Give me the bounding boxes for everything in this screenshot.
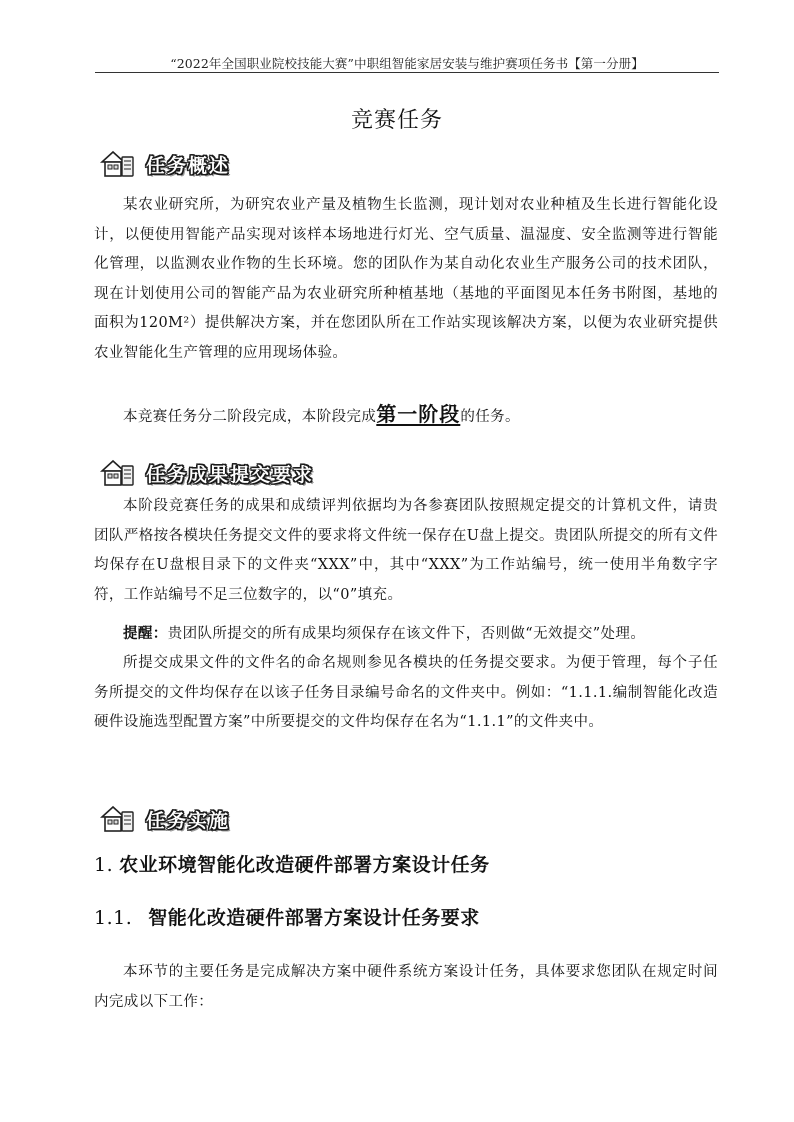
- overview-badge-label: 任务概述: [146, 154, 231, 177]
- overview-badge: [100, 148, 234, 180]
- house-icon: [100, 804, 136, 834]
- heading1-text: 农业环境智能化改造硬件部署方案设计任务: [119, 854, 490, 876]
- implementation-paragraph: 本环节的主要任务是完成解决方案中硬件系统方案设计任务，具体要求您团队在规定时间内完成以下工作：: [94, 964, 718, 1010]
- house-icon: [100, 458, 136, 488]
- overview-paragraph: 某农业研究所，为研究农业产量及植物生长监测，现计划对农业种植及生长进行智能化设计，以便使用智能产品实现对该样本场地进行灯光、空气质量、温湿度、安全监测等进行智能化管理，以监测农业作物的生长环境。您的团队作为某自动化农业生产服务公司的技术团队，现在计划使用公司的智能产品为农业研究所种植基地（基地的平面图见本任务书附图，基地的面积为120M²）提供解决方案，并在您团队所在工作站实现该解决方案，以便为农业研究提供农业智能化生产管理的应用现场体验。: [94, 197, 718, 361]
- heading2-number: 1.1.: [94, 907, 133, 929]
- heading2-text: 智能化改造硬件部署方案设计任务要求: [148, 907, 480, 929]
- reminder-label: 提醒：: [123, 625, 168, 642]
- reminder-paragraph: [94, 619, 718, 650]
- reminder-text: 贵团队所提交的所有成果均须保存在该文件下，否则做“无效提交”处理。: [167, 626, 646, 642]
- submission-badge-label: 任务成果提交要求: [146, 463, 315, 486]
- heading-level-1: [94, 850, 490, 877]
- implementation-badge: [100, 803, 234, 835]
- heading1-number: 1.: [94, 854, 114, 876]
- heading-level-2: [94, 903, 480, 930]
- house-icon: [100, 149, 136, 179]
- page-title: 竞赛任务: [350, 108, 443, 133]
- naming-rule-paragraph: 所提交成果文件的文件名的命名规则参见各模块的任务提交要求。为便于管理，每个子任务所提交的文件均保存在以该子任务目录编号命名的文件夹中。例如：“1.1.1.编制智能化改造硬件设施选型配置方案”中所要提交的文件均保存在名为“1.1.1”的文件夹中。: [94, 655, 718, 730]
- stage-highlight: 第一阶段: [376, 402, 461, 426]
- submission-badge: [100, 457, 318, 489]
- submission-paragraph: 本阶段竞赛任务的成果和成绩评判依据均为各参赛团队按照规定提交的计算机文件，请贵团队严格按各模块任务提交文件的要求将文件统一保存在U盘上提交。贵团队所提交的所有文件均保存在U盘根目录下的文件夹“XXX”中，其中“XXX”为工作站编号，统一使用半角数字字符，工作站编号不足三位数字的，以“0”填充。: [94, 498, 718, 603]
- implementation-badge-label: 任务实施: [146, 809, 231, 832]
- header-rule: [95, 72, 719, 73]
- stage-text-before: 本竞赛任务分二阶段完成，本阶段完成: [123, 409, 377, 425]
- overview-stage-paragraph: [94, 400, 718, 433]
- running-header: “2022年全国职业院校技能大赛”中职组智能家居安装与维护赛项任务书【第一分册】: [170, 56, 644, 71]
- stage-text-after: 的任务。: [460, 409, 520, 425]
